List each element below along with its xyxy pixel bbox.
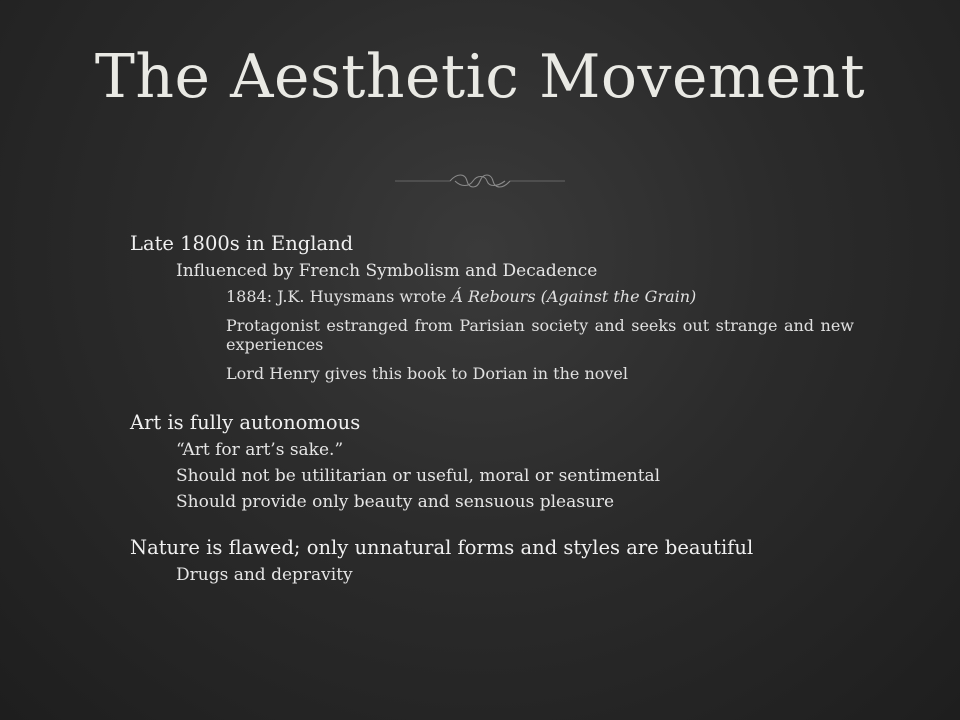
bullet-text: Nature is flawed; only unnatural forms and styles are beautiful — [130, 536, 754, 559]
bullet-text: Protagonist estranged from Parisian society and seeks out strange and new experiences — [226, 316, 854, 354]
bullet-text: “Art for art’s sake.” — [176, 440, 344, 460]
spacer — [80, 518, 880, 536]
bullet-level3 — [80, 287, 880, 306]
title-divider-ornament — [395, 170, 565, 192]
bullet-level1 — [80, 411, 880, 434]
bullet-level2 — [80, 261, 880, 281]
bullet-level1 — [80, 232, 880, 255]
bullet-text: Art is fully autonomous — [130, 411, 361, 434]
bullet-level2 — [80, 565, 880, 585]
bullet-level1 — [80, 536, 880, 559]
bullet-text: Late 1800s in England — [130, 232, 354, 255]
book-title: Á Rebours (Against the Grain) — [451, 287, 697, 306]
bullet-text: Influenced by French Symbolism and Decadence — [176, 261, 598, 281]
bullet-level2 — [80, 492, 880, 512]
bullet-text: Should provide only beauty and sensuous pleasure — [176, 492, 615, 512]
bullet-text: 1884: J.K. Huysmans wrote — [226, 287, 452, 306]
bullet-text: Should not be utilitarian or useful, moral or sentimental — [176, 466, 661, 486]
bullet-text: Drugs and depravity — [176, 565, 353, 585]
bullet-list — [80, 232, 880, 591]
spacer — [80, 393, 880, 411]
bullet-level2 — [80, 466, 880, 486]
bullet-level3 — [80, 364, 880, 383]
bullet-level3 — [80, 316, 880, 354]
bullet-text: Lord Henry gives this book to Dorian in the novel — [226, 364, 628, 383]
bullet-level2 — [80, 440, 880, 460]
slide-title: The Aesthetic Movement — [94, 42, 866, 112]
